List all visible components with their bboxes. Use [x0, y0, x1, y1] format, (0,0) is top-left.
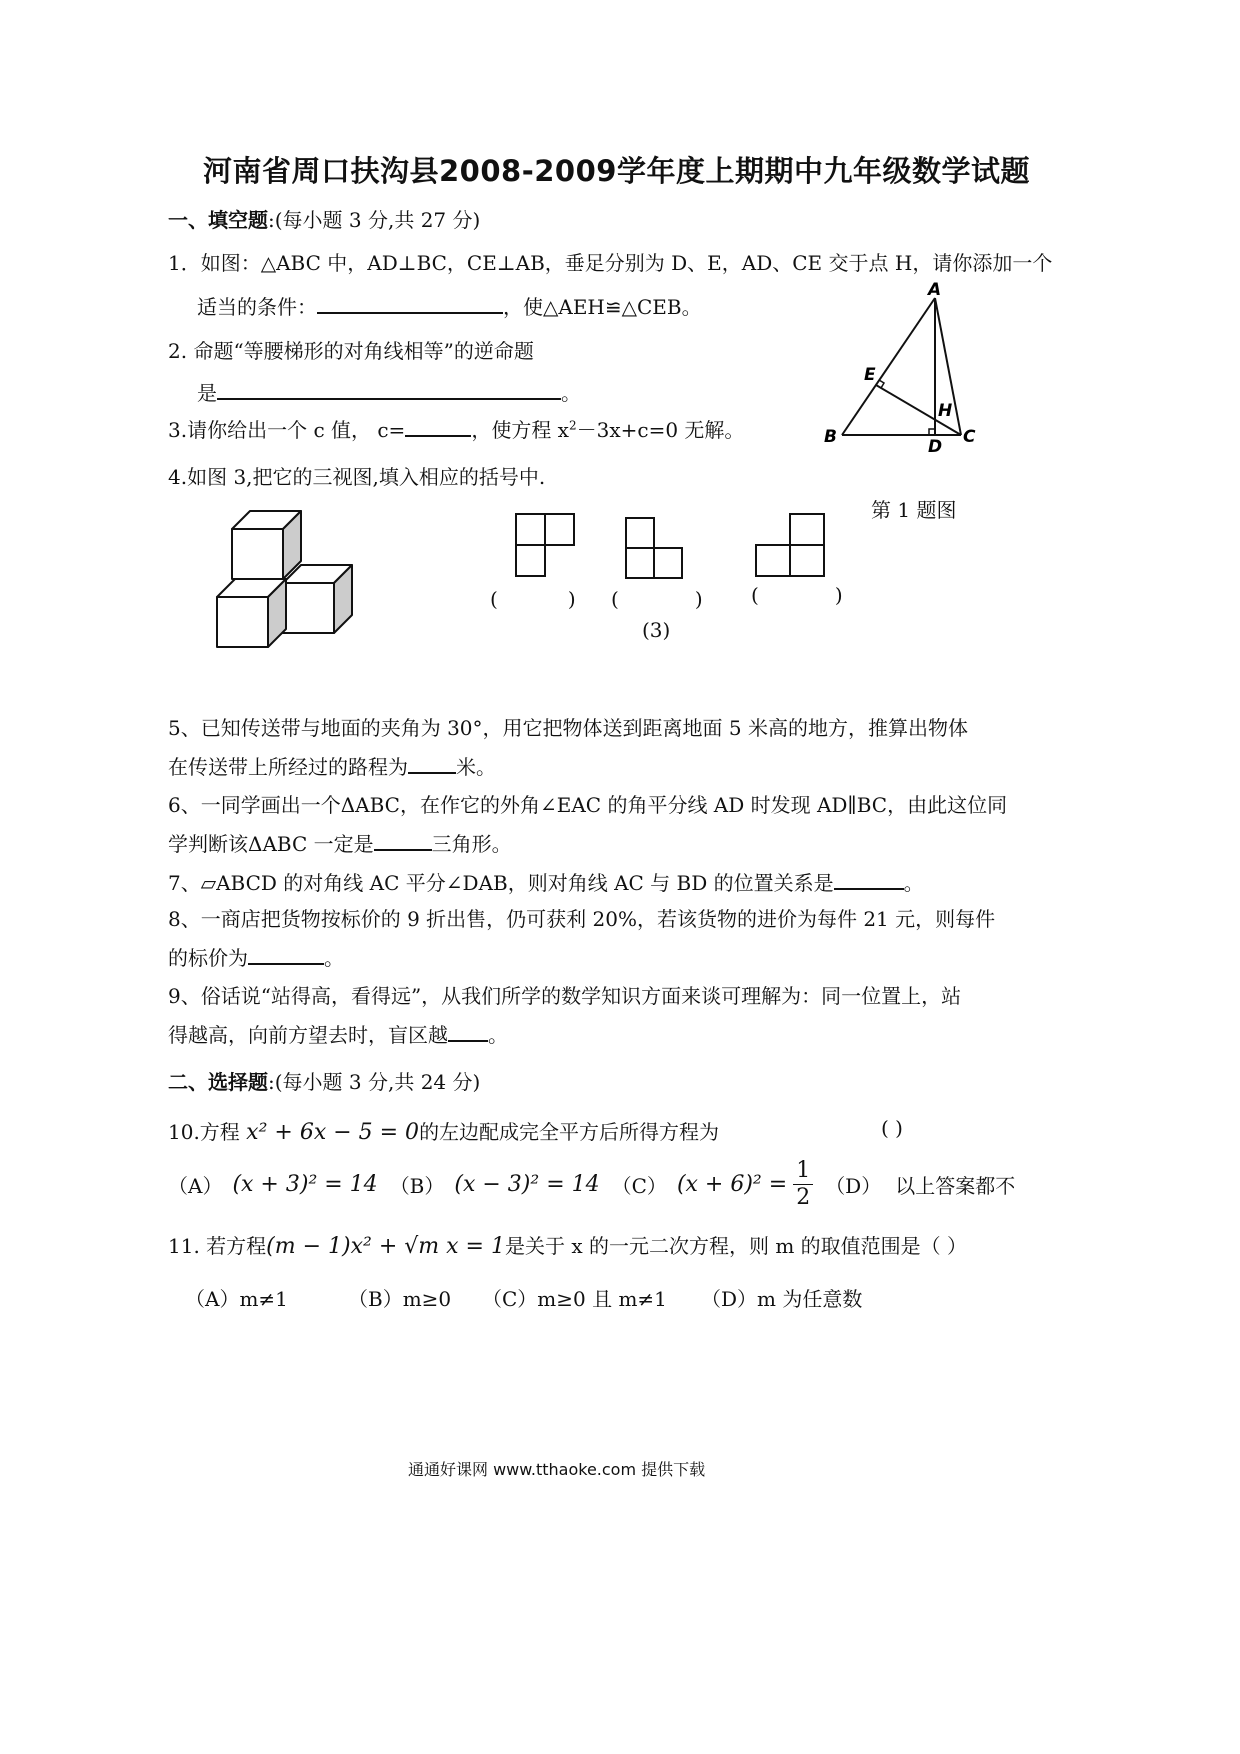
answer-blank-2[interactable] [217, 376, 561, 400]
option-c-equation: (x + 6)² = [676, 1171, 788, 1197]
answer-paren-3[interactable]: ( ) [751, 583, 843, 607]
question-5-line-2 [168, 750, 496, 780]
question-6-suffix: 三角形。 [431, 832, 512, 856]
figure-3-label: (3) [642, 618, 671, 642]
option-11-c[interactable]: （C）m≥0 且 m≠1 [482, 1287, 667, 1311]
question-10-suffix: 的左边配成完全平方后所得方程为 [419, 1120, 720, 1144]
question-2-line-2 [197, 376, 581, 406]
question-10-options [168, 1158, 1015, 1210]
question-5-prefix: 在传送带上所经过的路程为 [168, 755, 408, 779]
question-6-line-2 [168, 827, 512, 857]
fraction-denominator: 2 [796, 1184, 811, 1210]
question-8-suffix: 。 [324, 946, 344, 970]
fraction-numerator: 1 [793, 1158, 813, 1185]
question-5-line-1: 5、已知传送带与地面的夹角为 30°，用它把物体送到距离地面 5 米高的地方，推算出物体 [168, 716, 968, 740]
option-d-label[interactable]: （D） [825, 1173, 882, 1198]
view-2 [622, 516, 688, 582]
question-9-suffix: 。 [488, 1023, 508, 1047]
section-1-title: 一、填空题 [168, 208, 268, 232]
answer-paren-1[interactable]: ( ) [490, 587, 576, 611]
section-1-note: :(每小题 3 分,共 27 分) [268, 208, 481, 232]
option-11-d[interactable]: （D）m 为任意数 [701, 1287, 863, 1311]
option-c-fraction [793, 1158, 813, 1211]
side-ab [842, 298, 935, 435]
view-1 [514, 512, 578, 580]
question-5-suffix: 米。 [456, 755, 496, 779]
question-10-prefix: 10.方程 [168, 1120, 247, 1144]
question-9-line-2 [168, 1018, 508, 1048]
answer-blank-7[interactable] [834, 866, 904, 890]
label-c: C [963, 427, 976, 447]
question-10-equation: x² + 6x − 5 = 0 [246, 1120, 420, 1145]
option-11-a[interactable]: （A）m≠1 [185, 1287, 288, 1311]
cube-stack-figure [210, 505, 360, 655]
answer-paren-10[interactable]: ( ) [881, 1116, 903, 1140]
label-e: E [864, 365, 876, 385]
option-c-label[interactable]: （C） [611, 1173, 667, 1198]
question-3 [168, 413, 744, 443]
section-2-title: 二、选择题 [168, 1070, 268, 1094]
section-2-heading [168, 1066, 480, 1095]
label-d: D [928, 437, 943, 457]
question-9-line-1: 9、俗话说“站得高，看得远”，从我们所学的数学知识方面来谈可理解为：同一位置上，站 [168, 984, 962, 1008]
answer-blank-6[interactable] [374, 827, 432, 851]
question-2-prefix: 是 [197, 381, 217, 405]
question-9-prefix: 得越高，向前方望去时，盲区越 [168, 1023, 448, 1047]
option-11-b[interactable]: （B）m≥0 [348, 1287, 452, 1311]
figure-1-caption: 第 1 题图 [871, 498, 957, 522]
question-3-middle: ，使方程 x [471, 418, 569, 442]
question-7 [168, 866, 924, 896]
option-a-label[interactable]: （A） [168, 1173, 223, 1198]
question-11-prefix: 11. 若方程 [168, 1234, 267, 1258]
question-7-prefix: 7、▱ABCD 的对角线 AC 平分∠DAB，则对角线 AC 与 BD 的位置关系是 [168, 871, 834, 895]
label-b: B [824, 427, 837, 447]
question-1-prefix: 适当的条件： [197, 295, 317, 319]
option-b-label[interactable]: （B） [389, 1173, 445, 1198]
option-d-text: 以上答案都不 [895, 1173, 1016, 1198]
question-8-prefix: 的标价为 [168, 946, 248, 970]
question-11-suffix: 是关于 x 的一元二次方程，则 m 的取值范围是（ ） [504, 1234, 967, 1258]
page-footer: 通通好课网 www.tthaoke.com 提供下载 [408, 1460, 706, 1479]
option-a-equation: (x + 3)² = 14 [232, 1171, 378, 1197]
question-8-line-2 [168, 941, 344, 971]
label-h: H [938, 401, 953, 421]
question-6-line-1: 6、一同学画出一个ΔABC，在作它的外角∠EAC 的角平分线 AD 时发现 AD∥BC，由此这位同 [168, 793, 1008, 817]
page-title: 河南省周口扶沟县2008-2009学年度上期期中九年级数学试题 [203, 154, 1030, 188]
answer-blank-5[interactable] [408, 750, 456, 774]
answer-blank-8[interactable] [248, 941, 324, 965]
option-b-equation: (x − 3)² = 14 [454, 1171, 600, 1197]
question-10 [168, 1116, 719, 1145]
question-2-line-1: 2. 命题“等腰梯形的对角线相等”的逆命题 [168, 339, 534, 363]
question-4: 4.如图 3,把它的三视图,填入相应的括号中. [168, 465, 546, 489]
answer-paren-2[interactable]: ( ) [611, 587, 703, 611]
answer-blank-3[interactable] [405, 413, 471, 437]
question-3-suffix: －3x+c=0 无解。 [576, 418, 745, 442]
question-1-line-2 [197, 290, 702, 320]
question-11 [168, 1230, 967, 1259]
question-3-exponent: 2 [568, 418, 577, 433]
section-2-note: :(每小题 3 分,共 24 分) [268, 1070, 481, 1094]
triangle-figure [820, 280, 980, 460]
view-3 [753, 512, 829, 580]
answer-blank-1[interactable] [317, 290, 503, 314]
question-7-suffix: 。 [903, 871, 924, 895]
question-3-prefix: 3.请你给出一个 c 值， c= [168, 418, 406, 442]
question-1-suffix: ，使△AEH≌△CEB。 [503, 295, 702, 319]
label-a: A [928, 280, 942, 300]
question-11-equation: (m − 1)x² + √m x = 1 [266, 1234, 505, 1259]
question-1-line-1: 1．如图：△ABC 中，AD⊥BC，CE⊥AB，垂足分别为 D、E，AD、CE 交于点 H，请你添加一个 [168, 251, 1053, 275]
section-1-heading [168, 204, 480, 233]
question-8-line-1: 8、一商店把货物按标价的 9 折出售，仍可获利 20%，若该货物的进价为每件 21 元，则每件 [168, 907, 996, 931]
question-2-suffix: 。 [561, 381, 581, 405]
question-6-prefix: 学判断该ΔABC 一定是 [168, 832, 374, 856]
answer-blank-9[interactable] [448, 1018, 488, 1042]
